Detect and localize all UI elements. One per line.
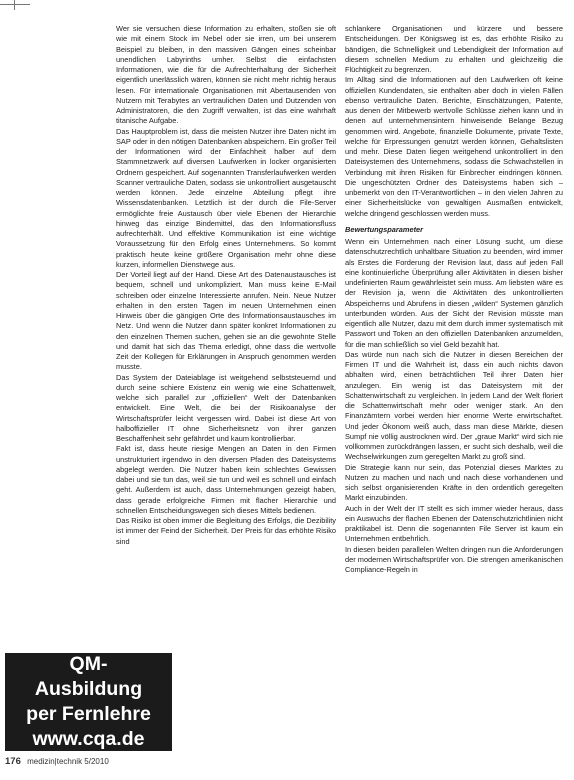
paragraph: Die Strategie kann nur sein, das Potenzial dieses Marktes zu Nutzen zu machen und nach und nach diese vorhandenen und sich selbst organisierenden Kräfte in den ordentlich geregelten Markt einzubinden. bbox=[345, 462, 563, 503]
ad-line: Ausbildung bbox=[34, 678, 143, 700]
page-footer bbox=[5, 756, 109, 767]
paragraph: Auch in der Welt der IT stellt es sich immer wieder heraus, dass ein Auswuchs der flachen Ebenen der Datenschutzrichtlinien nicht praktikabel ist. Denn die sogenannten File Server ist kaum ein Unternehmen entbehrlich. bbox=[345, 503, 563, 544]
paragraph: Der Vorteil liegt auf der Hand. Diese Art des Datenaustausches ist bequem, schnell und unkompliziert. Man muss keine E-Mail schreiben oder einzelne Interessierte anrufen. Nein. Neue Nutzer erhalten in den ersten Tagen im neuen Unternehmen einen Hinweis über die gängigen Orte des Informationsaustausches im Netz. Und wenn die Nutzer dann später konkret Informationen zu den einzelnen Themen suchen, gehen sie an die gewohnte Stelle und damit hat sich das Thema erledigt, ohne dass die wertvolle Zeit der Kollegen für Erklärungen in Anspruch genommen werden musste. bbox=[116, 270, 336, 372]
paragraph: schlankere Organisationen und kürzere und bessere Entscheidungen. Der Königsweg ist es, das erhöhte Risiko zu bändigen, die Schnelligkeit und Lebendigkeit der Information auf diesem schnellen Medium zu erhalten und gleichzeitig die Flüchtigkeit zu begrenzen. bbox=[345, 24, 563, 74]
paragraph: Fakt ist, dass heute riesige Mengen an Daten in den Firmen unstrukturiert irgendwo in den diversen Pfaden des Dateisystems abgelegt werden. Die Nutzer haben kein schlechtes Gewissen dabei und sie tun das, weil sie tun und weil es schnell und einfach geht. Außerdem ist auch, dass Unternehmungen gezeigt haben, dass gerade erfolgreiche Firmen mit flacher Hierarchie und schnellen Entscheidungswegen sich dieses Mittels bedienen. bbox=[116, 444, 336, 515]
paragraph: Das System der Dateiablage ist weitgehend selbststeuernd und durch seine schiere Existenz ein wenig wie eine Schattenwelt, welche sich parallel zur „offiziellen“ Welt der Datenbanken entwickelt. Eine Welt, die bei der Risikoanalyse der Wirtschaftsprüfer leicht vergessen wird. Dabei ist diese Art von halboffizieller IT ohne Sicherheitsnetz von ihrer ganzen Beschaffenheit sehr gefährdet und kaum kontrollierbar. bbox=[116, 372, 336, 443]
paragraph: In diesen beiden parallelen Welten dringen nun die Anforderungen der modernen Wirtschaftsprüfer von. Die strengen amerikanischen Compliance-Regeln in bbox=[345, 544, 563, 574]
ad-line: QM- bbox=[69, 653, 108, 675]
magazine-name: medizin|technik 5/2010 bbox=[27, 757, 109, 766]
article-column-right bbox=[345, 24, 563, 575]
crop-mark-vertical bbox=[14, 0, 15, 10]
article-column-left bbox=[116, 24, 336, 547]
page-number: 176 bbox=[5, 756, 21, 767]
paragraph: Das Hauptproblem ist, dass die meisten Nutzer ihre Daten nicht im SAP oder in den nötigen Datenbanken abspeichern. Ein großer Teil der Informationen wird der Einfachheit halber auf dem Stammnetzwerk auf diversen Laufwerken in locker organisierten Ordnern gespeichert. Auf sogenannten Transferlaufwerken werden Scanner vertrauliche Daten, sodass sie unkontrolliert ausgetauscht werden können. Jede einzelne Abteilung pflegt ihre Wissensdatenbanken. Letztlich ist der durch die File-Server ermöglichte freie Austausch über viele Ebenen der Hierarchie hinweg das einzige Bindemittel, das den Informationsfluss aufrechterhält. Und effektive Kommunikation ist eine wichtige Voraussetzung für den Erfolg eines Unternehmens. So kommt praktisch heute keine größere Organisation mehr ohne diese kurzen, informellen Dienstwege aus. bbox=[116, 126, 336, 269]
section-heading: Bewertungsparameter bbox=[345, 224, 424, 234]
paragraph: Wenn ein Unternehmen nach einer Lösung sucht, um diese datenschutzrechtlich unhaltbare Situation zu beenden, wird immer als Erstes die Forderung der Revision laut, dass auf jeden Fall eine kontinuierliche Überprüfung aller Aktivitäten in diesen bisher undefinierten Raum gewährleistet sein muss. Am liebsten wäre es der Revision ja, wenn die Aktivitäten des unkontrollierten Abspeicherns und Abrufens in diesen „wilden“ Systemen gänzlich unterbunden würden. Aus der Sicht der Revision müsste man eigentlich alle Nutzer, dazu mit dem durch immer systematisch mit Passwort und Token an den offiziellen Datenbanken anzumelden, für die man schließlich so viel Geld bezahlt hat. bbox=[345, 237, 563, 349]
ad-line: per Fernlehre bbox=[26, 703, 151, 725]
advertisement-box[interactable] bbox=[5, 653, 172, 751]
paragraph: Das würde nun nach sich die Nutzer in diesen Bereichen der Firmen IT und die Wahrheit ist, dass ein auch nichts davon abhalten wird, einen beträchtlichen Teil ihrer Daten hier anzulegen. Ein wenig ist das Dateisystem mit der Schattenwirtschaft zu vergleichen. In jedem Land der Welt floriert die Schattenwirtschaft mehr oder weniger stark. An den Finanzämtern vorbei werden hier enorme Werte erwirtschaftet. Und jeder Ökonom weiß auch, dass man diese Märkte, diesen Sumpf nie völlig austrocknen wird. Der „graue Markt“ wird sich nie vollkommen zurückdrängen lassen, er sucht sich deshalb, weil die Wechselwirkungen zum geregelten Markt zu groß sind. bbox=[345, 349, 563, 462]
paragraph: Im Alltag sind die Informationen auf den Laufwerken oft keine offiziellen Kundendaten, sie enthalten aber doch in vielen Fällen ebenso vertrauliche Daten. Berichte, Einschätzungen, Patente, aus denen der Mitbewerb wertvolle Schlüsse ziehen kann und in denen auf unternehmensintern hinweisende Belange Bezug genommen wird. Angebote, finanzielle Dokumente, private Texte, welche für Erpressungen genutzt werden können, Gehaltslisten und mehr. Diese Daten liegen weitgehend unkontrolliert in den Dateisystemen des Unternehmens, sodass die Schwachstellen in Verbindung mit ihren Risiken für Einbrecher eindringen können. Die ungeschützten Ordner des Dateisystems haben sich – unbemerkt von den IT-Verantwortlichen – in den vielen Jahren zu einer Sicherheitslücke von gewaltigen Ausmaßen entwickelt, welche dringend geschlossen werden muss. bbox=[345, 75, 563, 218]
ad-url[interactable]: www.cqa.de bbox=[32, 728, 145, 750]
paragraph: Wer sie versuchen diese Information zu erhalten, stoßen sie oft wie mit einem Stock im Nebel oder sie irren, um bei unserem Beispiel zu bleiben, in den massiven Gängen eines scheinbar unendlichen Labyrinths umher. Selbst die einfachsten Informationen, wie die für die Aufrechterhaltung der Sicherheit eigentlich unerlässlich wären, können sie nicht mehr richtig heraus lesen. Für internationale Organisationen mit Abertausenden von Nutzern mit Terabytes an vertraulichen Daten und Dutzenden von Administratoren, die den Zugriff verwalten, ist das eine wahrhaft titanische Aufgabe. bbox=[116, 24, 336, 126]
crop-mark-horizontal bbox=[0, 4, 30, 5]
paragraph: Das Risiko ist oben immer die Begleitung des Erfolgs, die Dezibility ist immer der Feind der Sicherheit. Der Preis für das erhöhte Risiko sind bbox=[116, 516, 336, 546]
